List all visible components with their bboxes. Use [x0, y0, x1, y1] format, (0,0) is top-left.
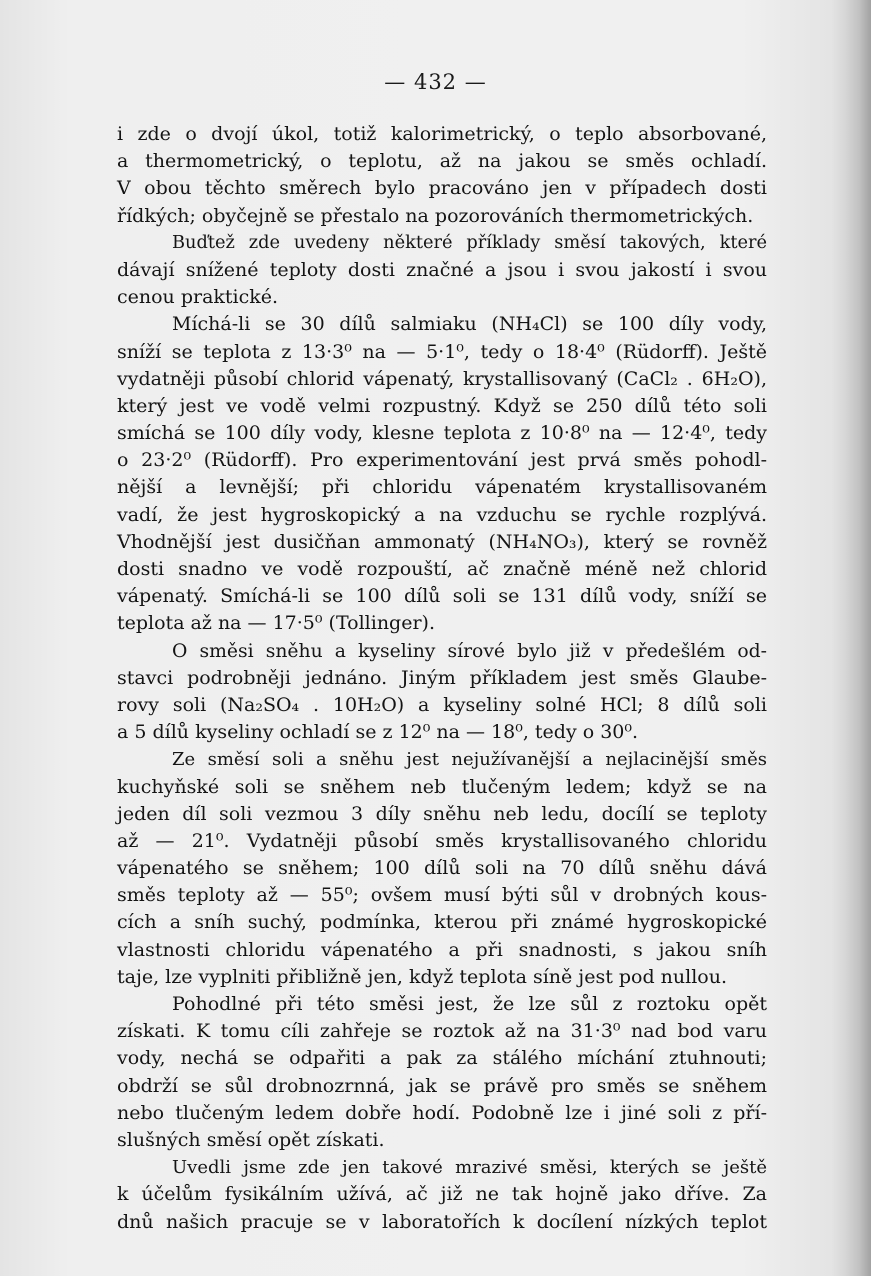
text-line: i zde o dvojí úkol, totiž kalorimetrický, o teplo absorbované,: [117, 123, 767, 145]
text-line: smíchá se 100 díly vody, klesne teplota z 10·8⁰ na — 12·4⁰, tedy: [117, 422, 767, 445]
text-line: vydatněji působí chlorid vápenatý, krystallisovaný (CaCl₂ . 6H₂O),: [117, 367, 767, 390]
text-line: stavci podrobněji jednáno. Jiným příkladem jest směs Glaube-: [117, 666, 767, 689]
text-line: dnů našich pracuje se v laboratořích k docílení nízkých teplot: [117, 1210, 767, 1233]
page-edge-shadow: [831, 0, 871, 1276]
text-line: rovy soli (Na₂SO₄ . 10H₂O) a kyseliny solné HCl; 8 dílů soli: [117, 693, 767, 716]
text-line: O směsi sněhu a kyseliny sírové bylo již v předešlém od-: [172, 640, 767, 662]
page-number: — 432 —: [384, 70, 487, 94]
text-line: vlastnosti chloridu vápenatého a při snadnosti, s jakou sníh: [117, 938, 767, 961]
text-line: slušných směsí opět získati.: [117, 1128, 385, 1151]
text-line: Vhodnější jest dusičňan ammonatý (NH₄NO₃), který se rovněž: [117, 530, 767, 553]
text-line: k účelům fysikálním užívá, ač již ne tak hojně jako dříve. Za: [117, 1183, 767, 1206]
text-line: získati. K tomu cíli zahřeje se roztok až na 31·3⁰ nad bod varu: [117, 1020, 767, 1043]
text-line: až — 21⁰. Vydatněji působí směs krystallisovaného chloridu: [117, 829, 767, 852]
text-line: vápenatý. Smíchá-li se 100 dílů soli se 131 dílů vody, sníží se: [117, 585, 767, 608]
text-line: obdrží se sůl drobnozrnná, jak se právě pro směs se sněhem: [117, 1074, 767, 1097]
text-line: vápenatého se sněhem; 100 dílů soli na 70 dílů sněhu dává: [117, 857, 767, 880]
text-line: Ze směsí soli a sněhu jest nejužívanější a nejlacinější směs: [172, 749, 767, 771]
text-line: řídkých; obyčejně se přestalo na pozorováních thermometrických.: [117, 204, 754, 227]
body-text: [117, 121, 767, 1236]
text-line: nější a levnější; při chloridu vápenatém krystallisovaném: [117, 476, 767, 499]
text-line: Pohodlné při této směsi jest, že lze sůl z roztoku opět: [172, 993, 767, 1015]
text-line: V obou těchto směrech bylo pracováno jen v případech dosti: [117, 177, 767, 200]
text-line: který jest ve vodě velmi rozpustný. Když se 250 dílů této soli: [117, 394, 767, 417]
text-line: kuchyňské soli se sněhem neb tlučeným ledem; když se na: [117, 775, 767, 798]
text-line: vody, nechá se odpařiti a pak za stálého míchání ztuhnouti;: [117, 1047, 767, 1070]
text-line: a thermometrický, o teplotu, až na jakou se směs ochladí.: [117, 150, 767, 173]
text-line: vadí, že jest hygroskopický a na vzduchu se rychle rozplývá.: [117, 503, 767, 526]
text-line: cenou praktické.: [117, 286, 279, 309]
text-line: taje, lze vyplniti přibližně jen, když teplota síně jest pod nullou.: [117, 965, 728, 988]
text-line: dosti snadno ve vodě rozpouští, ač značně méně než chlorid: [117, 558, 767, 580]
text-line: o 23·2⁰ (Rüdorff). Pro experimentování jest prvá směs pohodl-: [117, 449, 767, 472]
text-line: dávají snížené teploty dosti značné a jsou i svou jakostí i svou: [117, 258, 767, 281]
text-line: cích a sníh suchý, podmínka, kterou při známé hygroskopické: [117, 911, 767, 934]
text-line: Buďtež zde uvedeny některé příklady směsí takových, které: [172, 232, 767, 253]
text-line: a 5 dílů kyseliny ochladí se z 12⁰ na — 18⁰, tedy o 30⁰.: [117, 721, 639, 744]
text-line: nebo tlučeným ledem dobře hodí. Podobně lze i jiné soli z pří-: [117, 1101, 767, 1124]
text-line: sníží se teplota z 13·3⁰ na — 5·1⁰, tedy o 18·4⁰ (Rüdorff). Ještě: [117, 340, 767, 363]
text-line: Uvedli jsme zde jen takové mrazivé směsi, kterých se ještě: [172, 1157, 767, 1179]
text-line: směs teploty až — 55⁰; ovšem musí býti sůl v drobných kous-: [117, 884, 767, 907]
text-line: teplota až na — 17·5⁰ (Tollinger).: [117, 612, 435, 635]
text-line: jeden díl soli vezmou 3 díly sněhu neb ledu, docílí se teploty: [117, 802, 767, 825]
text-line: Míchá-li se 30 dílů salmiaku (NH₄Cl) se 100 díly vody,: [172, 313, 767, 336]
